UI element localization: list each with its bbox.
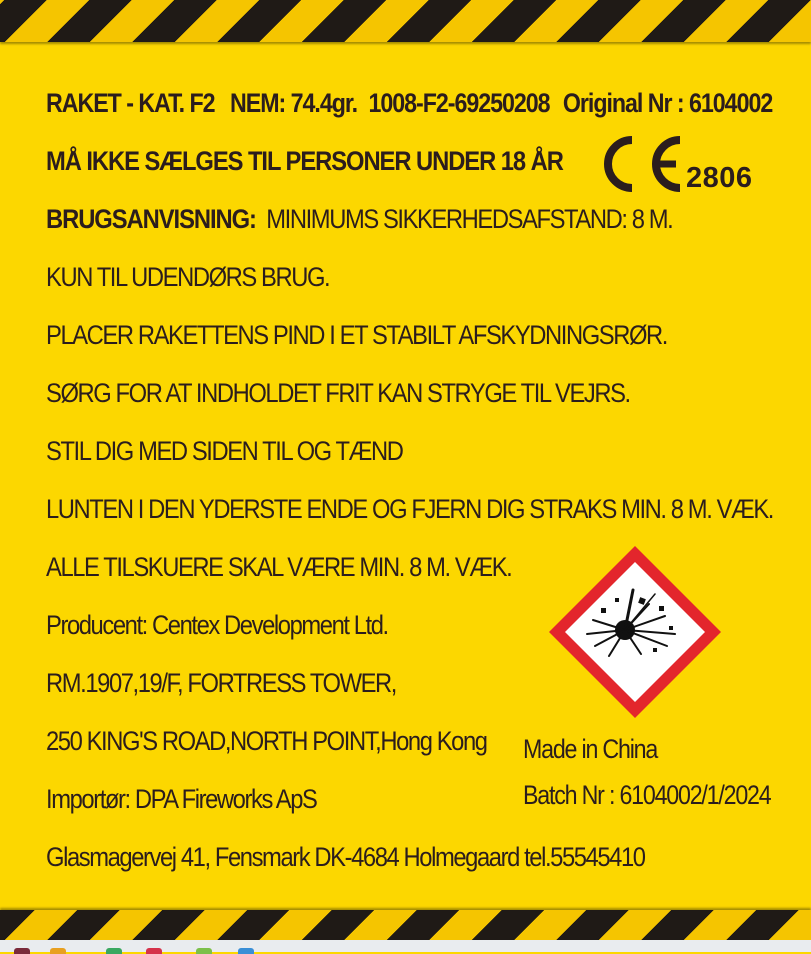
product-code: 1008-F2-69250208 — [368, 88, 550, 118]
ghs-explosive-icon — [545, 542, 725, 722]
taskbar-app-icon[interactable] — [14, 948, 30, 954]
producer-name: Producent: Centex Development Ltd. — [46, 610, 388, 640]
batch-number: Batch Nr : 6104002/1/2024 — [523, 780, 771, 810]
nem-weight: NEM: 74.4gr. — [230, 88, 358, 118]
safety-distance: MINIMUMS SIKKERHEDSAFSTAND: 8 M. — [266, 204, 673, 234]
taskbar — [0, 940, 811, 952]
instruction-line: KUN TIL UDENDØRS BRUG. — [46, 262, 330, 292]
importer-name: Importør: DPA Fireworks ApS — [46, 784, 317, 814]
taskbar-app-icon[interactable] — [106, 948, 122, 954]
original-number: Original Nr : 6104002 — [562, 88, 773, 118]
taskbar-app-icon[interactable] — [196, 948, 212, 954]
product-category: RAKET - KAT. F2 — [46, 88, 215, 118]
instruction-line: LUNTEN I DEN YDERSTE ENDE OG FJERN DIG STRAKS MIN. 8 M. VÆK. — [46, 494, 774, 524]
ce-mark-icon — [598, 134, 688, 194]
instructions-first-line — [46, 204, 672, 235]
taskbar-app-icon[interactable] — [50, 948, 66, 954]
producer-address-1: RM.1907,19/F, FORTRESS TOWER, — [46, 668, 397, 698]
instruction-line: STIL DIG MED SIDEN TIL OG TÆND — [46, 436, 403, 466]
age-warning: MÅ IKKE SÆLGES TIL PERSONER UNDER 18 ÅR — [46, 146, 563, 176]
instruction-line: SØRG FOR AT INDHOLDET FRIT KAN STRYGE TIL VEJRS. — [46, 378, 630, 408]
instruction-line: ALLE TILSKUERE SKAL VÆRE MIN. 8 M. VÆK. — [46, 552, 512, 582]
taskbar-app-icon[interactable] — [146, 948, 162, 954]
hazard-stripe-top — [0, 0, 811, 42]
hazard-stripe-bottom — [0, 910, 811, 940]
importer-address: Glasmagervej 41, Fensmark DK-4684 Holmegaard tel.55545410 — [46, 842, 645, 872]
instruction-line: PLACER RAKETTENS PIND I ET STABILT AFSKYDNINGSRØR. — [46, 320, 668, 350]
ce-notified-body: 2806 — [686, 162, 753, 194]
instructions-label: BRUGSANVISNING: — [46, 204, 256, 234]
taskbar-app-icon[interactable] — [238, 948, 254, 954]
origin-country: Made in China — [523, 734, 658, 764]
producer-address-2: 250 KING'S ROAD,NORTH POINT,Hong Kong — [46, 726, 487, 756]
